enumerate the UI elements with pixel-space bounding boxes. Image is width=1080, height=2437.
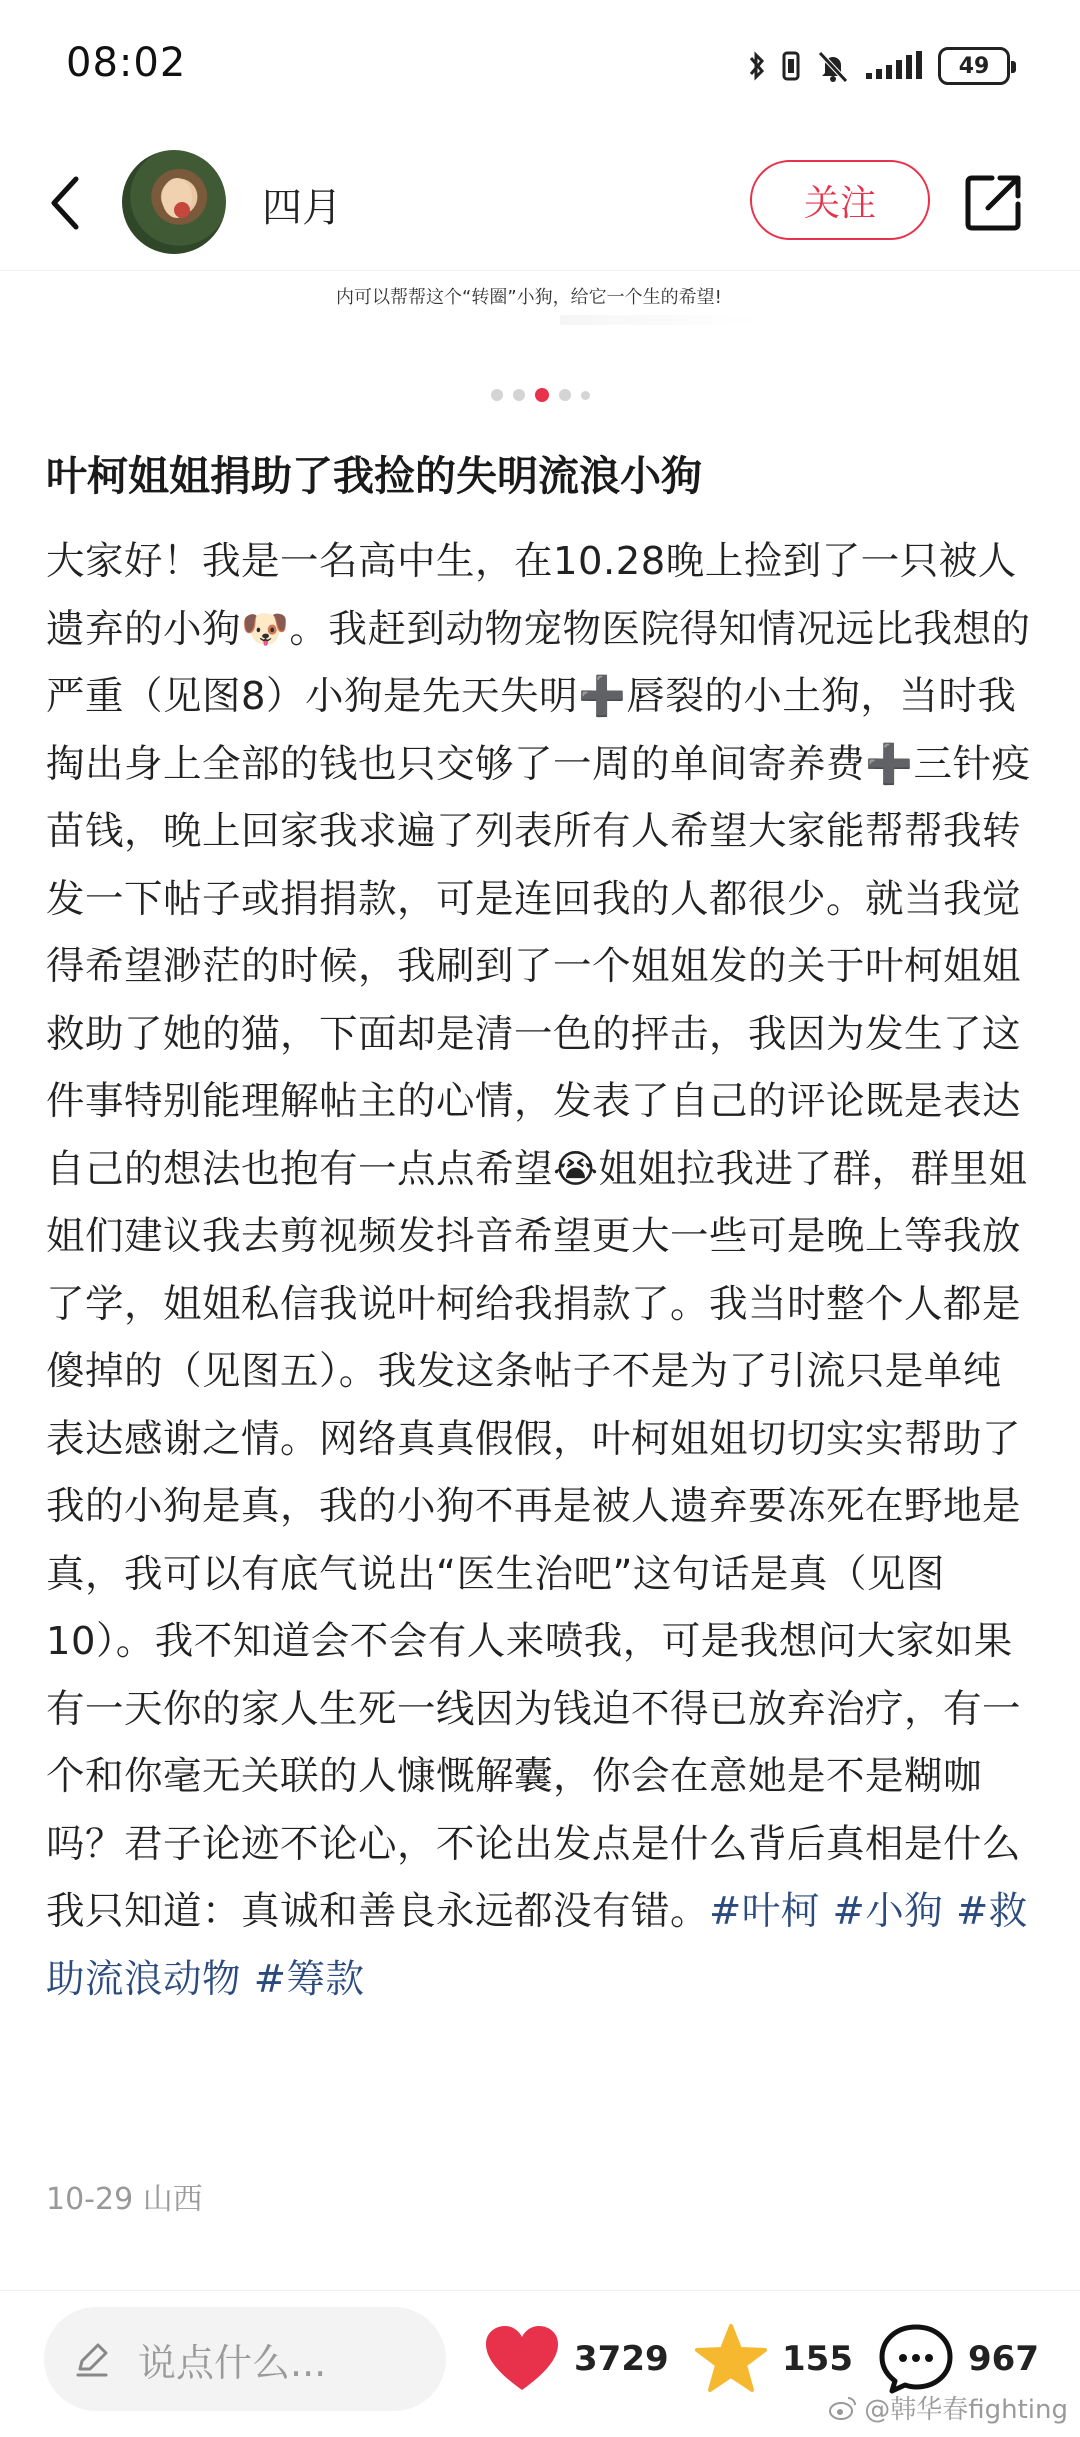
image-carousel[interactable] [0, 270, 1080, 366]
carousel-pager [0, 388, 1080, 402]
signal-icon [864, 49, 924, 83]
avatar[interactable] [122, 150, 226, 254]
comment-count: 967 [968, 2339, 1039, 2379]
battery-level: 49 [958, 53, 990, 79]
post-date: 10-29 [46, 2182, 134, 2217]
post-title: 叶柯姐姐捐助了我捡的失明流浪小狗 [46, 452, 702, 500]
pager-dot [559, 389, 571, 401]
comment-bubble-icon [878, 2323, 954, 2395]
watermark-text: @韩华春fighting [864, 2395, 1068, 2425]
watermark [828, 2389, 1068, 2426]
share-button[interactable] [962, 170, 1026, 234]
avatar-detail [174, 202, 190, 218]
post-body [46, 528, 1036, 2013]
hashtag-fundraising[interactable]: #筹款 [253, 1956, 365, 2002]
bluetooth-icon [748, 49, 766, 83]
post-header [0, 140, 1080, 268]
favorite-count: 155 [782, 2339, 853, 2379]
hashtag-puppy[interactable]: #小狗 [832, 1889, 944, 1934]
status-time: 08:02 [66, 40, 187, 86]
pager-dot [581, 391, 590, 400]
star-icon [694, 2323, 768, 2395]
pager-dot-active [535, 388, 549, 402]
hashtag-stray-rescue[interactable]: #救助流浪动物 [46, 1889, 1028, 2002]
bottom-action-bar [0, 2290, 1080, 2437]
back-icon [46, 173, 82, 233]
like-button[interactable] [484, 2317, 669, 2401]
pencil-icon [72, 2339, 112, 2379]
comment-input[interactable] [44, 2307, 446, 2411]
vibrate-icon [780, 49, 802, 83]
back-button[interactable] [36, 170, 92, 236]
battery-icon [938, 47, 1010, 85]
mute-icon [816, 49, 850, 83]
image-caption: 内可以帮帮这个“转圈”小狗，给它一个生的希望! [336, 287, 722, 308]
status-bar [0, 0, 1080, 140]
image-fade [560, 315, 760, 325]
heart-icon [484, 2324, 560, 2394]
status-icons [748, 44, 1010, 88]
follow-button[interactable]: 关注 [750, 160, 930, 240]
weibo-icon [828, 2395, 858, 2421]
hashtag-yeke[interactable]: #叶柯 [709, 1889, 820, 1934]
pager-dot [491, 389, 503, 401]
pager-dot [513, 389, 525, 401]
post-location: 山西 [142, 2182, 203, 2217]
like-count: 3729 [574, 2339, 669, 2379]
post-meta [46, 2174, 203, 2218]
comment-placeholder: 说点什么... [138, 2340, 327, 2385]
username[interactable]: 四月 [262, 185, 342, 231]
share-icon [962, 170, 1026, 234]
post-text: 大家好！我是一名高中生，在10.28晚上捡到了一只被人遗弃的小狗🐶。我赶到动物宠物医院得知情况远比我想的严重（见图8）小狗是先天失明➕唇裂的小土狗，当时我掏出身上全部的钱也只交够了一周的单间寄养费➕三针疫苗钱，晚上回家我求遍了列表所有人希望大家能帮帮我转发一下帖子或捐捐款，可是连回我的人都很少。就当我觉得希望渺茫的时候，我刷到了一个姐姐发的关于叶柯姐姐救助了她的猫，下面却是清一色的抨击，我因为发生了这件事特别能理解帖主的心情，发表了自己的评论既是表达自己的想法也抱有一点点希望😭姐姐拉我进了群，群里姐姐们建议我去剪视频发抖音希望更大一些可是晚上等我放了学，姐姐私信我说叶柯给我捐款了。我当时整个人都是傻掉的（见图五）。我发这条帖子不是为了引流只是单纯表达感谢之情。网络真真假假，叶柯姐姐切切实实帮助了我的小狗是真，我的小狗不再是被人遗弃要冻死在野地是真，我可以有底气说出“医生治吧”这句话是真（见图10）。我不知道会不会有人来喷我，可是我想问大家如果有一天你的家人生死一线因为钱迫不得已放弃治疗，有一个和你毫无关联的人慷慨解囊，你会在意她是不是糊咖吗？君子论迹不论心，不论出发点是什么背后真相是什么 我只知道：真诚和善良永远都没有错。 [46, 539, 1031, 1934]
